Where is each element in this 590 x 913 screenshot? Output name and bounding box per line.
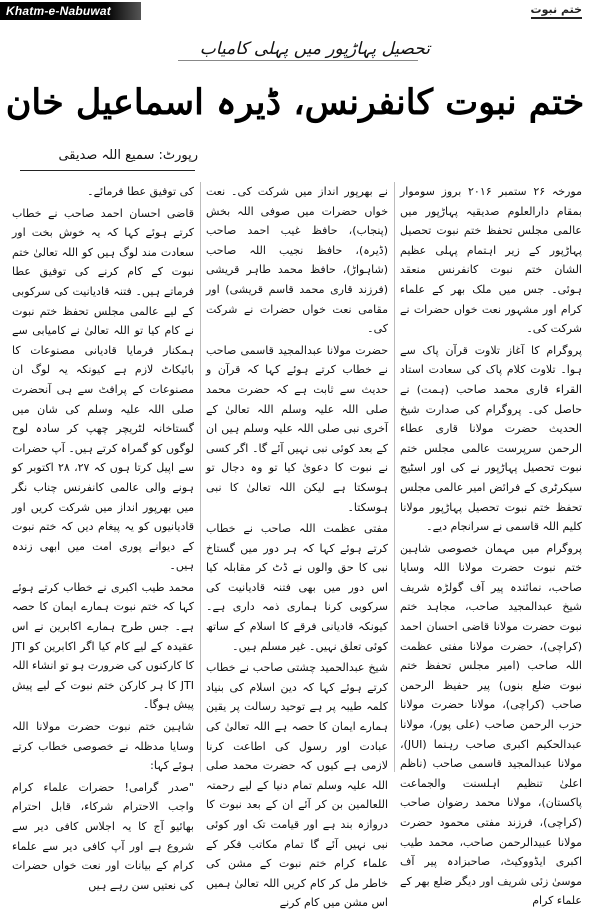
paragraph: "صدر گرامی! حضرات علماء کرام واجب الاحترام شرکاء، قابل احترام بھائیو آج کا یہ اجلاس کافی دیر سے شروع ہے اور آپ کافی دیر سے علماء کرام کے بیانات اور نعت خواں حضرات کی نعتیں سن رہے ہیں <box>12 780 194 892</box>
paragraph: مورخہ ۲۶ ستمبر ۲۰۱۶ بروز سوموار بمقام دارالعلوم صدیقیہ پہاڑپور میں عالمی مجلس تحفظ ختم نبوت تحصیل پہاڑپور کے زیر اہتمام پہلی عظیم الشان ختم نبوت کانفرنس منعقد ہوئی۔ جس میں ملک بھر کے علماء کرام اور مشہور نعت خواں حضرات نے شرکت کی۔ <box>400 185 582 336</box>
paragraph: نے بھرپور انداز میں شرکت کی۔ نعت خواں حضرات میں صوفی اللہ بخش (پنجاب)، حافظ غیب احمد صاحب (ڈیرہ)، حافظ نجیب اللہ صاحب (شاہواڑ)، حافظ محمد طاہر قریشی (فرزند قاری محمد قاسم قریشی) اور مقامی نعت خواں حضرات نے شرکت کی۔ <box>206 185 388 336</box>
paragraph: پروگرام کا آغاز تلاوت قرآن پاک سے ہوا۔ تلاوت کلام پاک کی سعادت استاد القراء قاری محمد صاحب (ہمت) نے حاصل کی۔ پروگرام کی صدارت شیخ الحدیث حضرت مولانا قاری عطاء الرحمن سرپرست عالمی مجلس ختم نبوت تحصیل پہاڑپور نے کی اور اسٹیج سیکرٹری کے فرائض امیر عالمی مجلس تحفظ ختم نبوت تحصیل پہاڑپور مولانا کلیم اللہ قاسمی نے سرانجام دیے۔ <box>400 343 582 534</box>
subtitle-underline <box>178 60 418 61</box>
paragraph: کی توفیق عطا فرمائے۔ <box>87 185 194 198</box>
article-column-2 <box>206 182 388 910</box>
article-column-3 <box>12 182 195 892</box>
column-divider <box>200 182 201 772</box>
paragraph: شیخ عبدالحمید چشتی صاحب نے خطاب کرتے ہوئے کہا کہ دین اسلام کی بنیاد کلمہ طیبہ پر ہے توحید رسالت پر یقین ہمارے ایمان کا حصہ ہے اللہ تعالیٰ کی عبادت اور رسول کی اطاعت کرنا لازمی ہے کیوں کہ حضرت محمد صلی اللہ علیہ وسلم تمام دنیا کے لیے رحمتہ اللعالمین بن کر آئے ان کے بعد نبوت کا دروازہ بند ہے اور قیامت تک اور کوئی نبی نہیں آئے گا تمام مکاتب فکر کے علماء کرام ختم نبوت کے مشن کی خاطر مل کر کام کریں اللہ تعالیٰ ہمیں اس مشن میں کام کرنے <box>206 661 388 910</box>
masthead-urdu-logo: ختم نبوت <box>531 3 582 19</box>
masthead-bar <box>0 0 590 22</box>
paragraph: حضرت مولانا عبدالمجید قاسمی صاحب نے خطاب کرتے ہوئے کہا کہ قرآن و حدیث سے ثابت ہے کہ حضرت محمد صلی اللہ علیہ وسلم اللہ تعالیٰ کے آخری نبی صلی اللہ علیہ وسلم ہیں ان کے بعد کوئی نبی نہیں آئے گا۔ اگر کسی نے نبوت کا دعویٰ کیا تو وہ دجال تو ہوسکتا ہے لیکن اللہ تعالیٰ کا نبی ہوسکتا۔ <box>206 343 388 514</box>
article-subtitle: تحصیل پہاڑپور میں پہلی کامیاب <box>199 39 430 59</box>
paragraph: قاضی احسان احمد صاحب نے خطاب کرتے ہوئے کہا کہ یہ خوش بخت اور سعادت مند لوگ ہیں کو اللہ تعالیٰ ختم نبوت کے کام کرنے کی توفیق عطا فرماتے ہیں۔ فتنہ قادیانیت کی سرکوبی کے لیے عالمی مجلس تحفظ ختم نبوت نے کام کیا تو اللہ تعالیٰ نے کامیابی سے ہمکنار فرمایا قادیانی مصنوعات کا بائیکاٹ لازم ہے کیونکہ یہ لوگ ان مصنوعات کے پرافٹ سے ہی آنحضرت صلی اللہ علیہ وسلم کی شان میں گستاخانہ لٹریچر چھپ کر سادہ لوح لوگوں کو گمراہ کرتے ہیں۔ آپ حضرات سے اپیل کرتا ہوں کہ ۲۷، ۲۸ اکتوبر کو ہونے والی عالمی کانفرنس چناب نگر میں بھرپور انداز میں شرکت کریں اور قادیانیوں کو یہ پیغام دیں کہ ختم نبوت کے دیوانے پوری امت میں ابھی زندہ ہیں۔ <box>12 206 195 573</box>
column-divider <box>394 182 395 772</box>
paragraph: مفتی عظمت اللہ صاحب نے خطاب کرتے ہوئے کہا کہ ہر دور میں گستاخ نبی کا حق والوں نے ڈٹ کر مقابلہ کیا اس دور میں بھی فتنہ قادیانیت کی سرکوبی کرنا ہماری ذمہ داری ہے۔ کیونکہ قادیانی فرقے کا اسلام کے ساتھ کوئی تعلق نہیں۔ غیر مسلم ہیں۔ <box>206 522 388 653</box>
article-body <box>12 182 582 910</box>
paragraph: شاہین ختم نبوت حضرت مولانا اللہ وسایا مدظلہ نے خصوصی خطاب کرتے ہوئے کہا: <box>12 720 194 773</box>
masthead-english-title: Khatm-e-Nabuwat <box>0 2 141 20</box>
byline-underline <box>20 170 195 171</box>
article-byline: رپورٹ: سمیع اللہ صدیقی <box>58 148 198 163</box>
article-column-1 <box>400 182 582 908</box>
paragraph: محمد طیب اکبری نے خطاب کرتے ہوئے کہا کہ ختم نبوت ہمارے ایمان کا حصہ ہے۔ جس طرح ہمارے اکابرین نے اس عقیدہ کے لیے کام کیا اگر اکابرین کو JTI کا کارکنوں کی ضرورت ہو تو انشاء اللہ JTI کا ہر کارکن ختم نبوت کے لیے پیش پیش ہوگا۔ <box>12 580 194 712</box>
article-headline: ختم نبوت کانفرنس، ڈیرہ اسماعیل خان <box>5 82 585 123</box>
paragraph: پروگرام میں مہمان خصوصی شاہین ختم نبوت حضرت مولانا اللہ وسایا صاحب، نمائندہ پیر آف گولڑہ شریف شیخ عبدالمجید صاحب، مجاہد ختم نبوت حضرت مولانا قاضی احسان احمد (کراچی)، حضرت مولانا مفتی عظمت اللہ صاحب (امیر مجلس تحفظ ختم نبوت ضلع بنوں) پیر حفیظ الرحمن صاحب (کراچی)، مولانا حضرت مولانا حزب الرحمن صاحب (علی پور)، مولانا عبدالحکیم اکبری صاحب رہنما (JUI)، مولانا عبدالمجید قاسمی صاحب (ناظم اعلیٰ تنظیم اہلسنت والجماعت پاکستان)، مولانا محمد رضوان صاحب (کراچی)، فرزند مفتی محمود حضرت مولانا عبیدالرحمن صاحب، محمد طیب اکبری ایڈووکیٹ، صاحبزادہ پیر آف موسیٰ زئی شریف اور دیگر ضلع بھر کے علماء کرام <box>400 541 582 908</box>
